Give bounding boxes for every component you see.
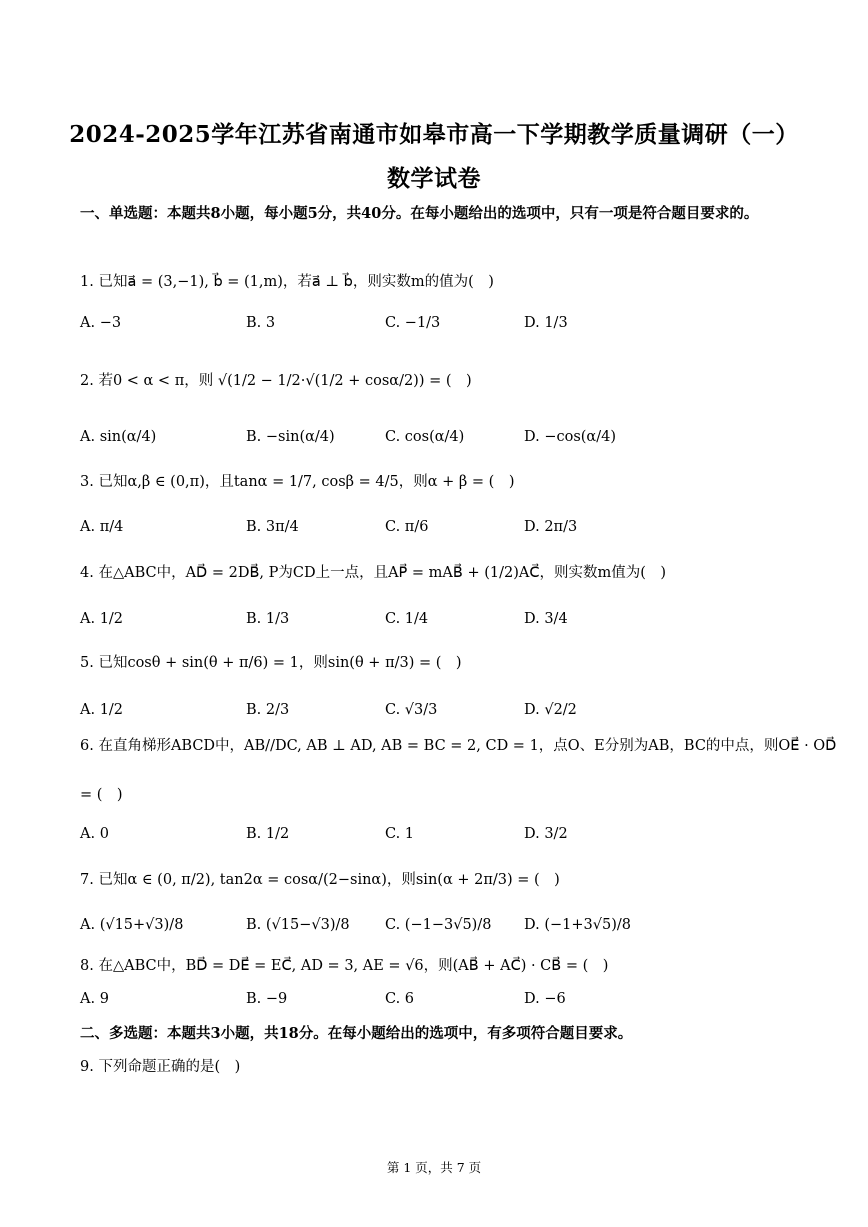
option-d: D. 3/4: [524, 611, 568, 627]
section-heading-multi-choice: 二、多选题：本题共3小题，共18分。在每小题给出的选项中，有多项符合题目要求。: [80, 1025, 633, 1042]
question-4-options: [80, 606, 800, 636]
option-b: B. 3π/4: [246, 519, 299, 535]
page-title: 2024-2025学年江苏省南通市如皋市高一下学期教学质量调研（一）: [69, 121, 799, 148]
question-9: 9. 下列命题正确的是( ): [80, 1059, 241, 1075]
option-a: A. 0: [80, 826, 109, 842]
option-a: A. 1/2: [80, 702, 124, 718]
option-a: A. 9: [80, 991, 109, 1007]
option-c: C. π/6: [385, 519, 429, 535]
option-b: B. −sin(α/4): [246, 429, 335, 445]
option-b: B. (√15−√3)/8: [246, 917, 350, 933]
question-6-continuation: = ( ): [80, 787, 123, 803]
option-a: A. (√15+√3)/8: [80, 917, 184, 933]
option-c: C. √3/3: [385, 702, 438, 718]
question-8: 8. 在△ABC中，BD⃗ = DE⃗ = EC⃗, AD = 3, AE = √6，则(AB⃗ + AC⃗) · CB⃗ = ( ): [80, 958, 609, 974]
option-d: D. 1/3: [524, 315, 568, 331]
question-2-options: [80, 424, 800, 454]
option-d: D. (−1+3√5)/8: [524, 917, 631, 933]
question-5: 5. 已知cosθ + sin(θ + π/6) = 1，则sin(θ + π/3) = ( ): [80, 655, 462, 671]
page-footer: 第 1 页，共 7 页: [386, 1160, 482, 1175]
option-d: D. 3/2: [524, 826, 568, 842]
option-a: A. π/4: [80, 519, 124, 535]
option-b: B. 2/3: [246, 702, 290, 718]
option-b: B. 1/2: [246, 826, 290, 842]
option-d: D. −6: [524, 991, 566, 1007]
option-c: C. 1: [385, 826, 415, 842]
option-c: C. 6: [385, 991, 415, 1007]
option-b: B. 3: [246, 315, 276, 331]
option-c: C. (−1−3√5)/8: [385, 917, 492, 933]
option-c: C. cos(α/4): [385, 429, 465, 445]
option-d: D. 2π/3: [524, 519, 578, 535]
question-1: 1. 已知a⃗ = (3,−1), b⃗ = (1,m)，若a⃗ ⊥ b⃗，则实数m的值为( ): [80, 274, 494, 290]
question-6: 6. 在直角梯形ABCD中，AB//DC, AB ⊥ AD, AB = BC = 2, CD = 1，点O、E分别为AB，BC的中点，则OE⃗ · OD⃗: [80, 738, 837, 754]
option-a: A. sin(α/4): [80, 429, 157, 445]
section-heading-single-choice: 一、单选题：本题共8小题，每小题5分，共40分。在每小题给出的选项中，只有一项是符合题目要求的。: [80, 205, 759, 222]
option-a: A. 1/2: [80, 611, 124, 627]
question-7-options: [80, 912, 800, 942]
question-7: 7. 已知α ∈ (0, π/2), tan2α = cosα/(2−sinα)，则sin(α + 2π/3) = ( ): [80, 872, 560, 888]
question-5-options: [80, 697, 800, 727]
option-a: A. −3: [80, 315, 122, 331]
question-1-options: [80, 310, 800, 340]
page-subtitle: 数学试卷: [387, 165, 481, 192]
option-c: C. 1/4: [385, 611, 429, 627]
option-b: B. 1/3: [246, 611, 290, 627]
option-b: B. −9: [246, 991, 288, 1007]
question-4: 4. 在△ABC中，AD⃗ = 2DB⃗, P为CD上一点，且AP⃗ = mAB⃗ + (1/2)AC⃗，则实数m值为( ): [80, 565, 667, 581]
question-8-options: [80, 986, 800, 1016]
question-3-options: [80, 514, 800, 544]
question-3: 3. 已知α,β ∈ (0,π)，且tanα = 1/7, cosβ = 4/5，则α + β = ( ): [80, 474, 515, 490]
question-6-options: [80, 821, 800, 851]
option-d: D. √2/2: [524, 702, 577, 718]
question-2: 2. 若0 < α < π，则 √(1/2 − 1/2·√(1/2 + cosα/2)) = ( ): [80, 373, 472, 389]
option-c: C. −1/3: [385, 315, 441, 331]
option-d: D. −cos(α/4): [524, 429, 616, 445]
